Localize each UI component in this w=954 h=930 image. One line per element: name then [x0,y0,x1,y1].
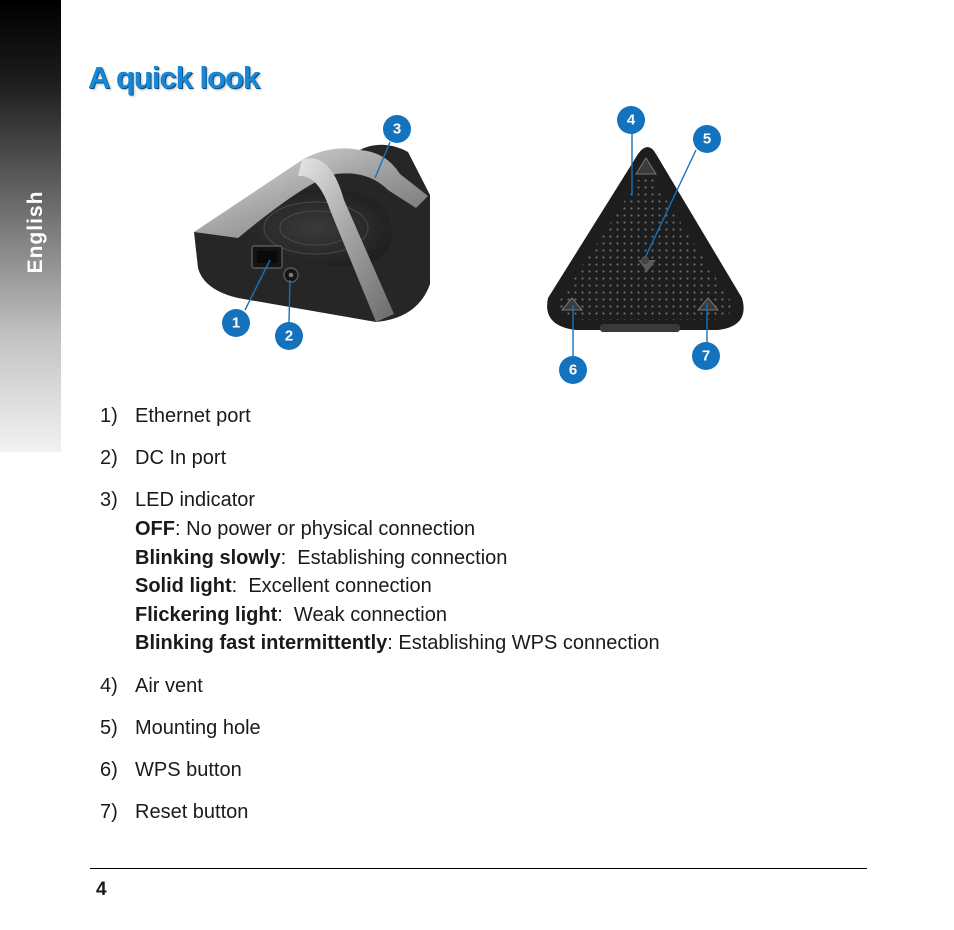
device-illustration [180,100,760,400]
parts-list [100,402,860,840]
side-language-tab [0,0,61,452]
led-state-row [135,572,860,601]
state-term: Solid light [135,575,232,597]
list-item [100,756,860,784]
item-label: DC In port [135,447,227,469]
list-item [100,486,860,658]
svg-text:3: 3 [392,120,402,138]
side-language-label: English [24,190,47,274]
led-state-row [135,544,860,573]
item-number: 6) [100,758,118,781]
state-term: Blinking slowly [135,546,281,569]
list-item [100,672,860,700]
led-state-row [135,629,860,658]
list-item [100,714,860,742]
svg-text:7: 7 [701,347,711,365]
led-state-row [135,601,860,630]
callout-3 [383,115,411,143]
state-sep: : [277,603,294,626]
item-number: 7) [100,800,118,823]
router-bottom-view [547,147,744,332]
state-term: Flickering light [135,603,278,626]
list-item [100,444,860,472]
callout-7 [692,342,720,370]
led-states [135,515,860,658]
callout-4 [617,106,645,134]
list-item [100,402,860,430]
item-label: Mounting hole [135,716,261,739]
list-item [100,798,860,826]
item-number: 1) [100,405,118,427]
router-side-view [194,145,430,322]
callout-5 [693,125,721,153]
item-label: Ethernet port [135,405,251,427]
item-number: 5) [100,716,118,739]
callout-2 [275,322,303,350]
svg-text:5: 5 [702,130,712,148]
page-title: A quick look [88,60,260,95]
state-sep: : [280,546,298,569]
state-desc: No power or physical connection [186,518,476,540]
page-number: 4 [96,879,107,900]
callout-6 [559,356,587,384]
item-label: Reset button [135,800,249,823]
item-label: WPS button [135,758,242,781]
item-label: Air vent [135,674,203,697]
callout-1 [222,309,250,337]
svg-text:1: 1 [231,314,241,332]
state-sep: : [231,575,249,597]
state-sep: : [387,632,399,654]
state-term: Blinking fast intermittently [135,632,388,654]
state-term: OFF [135,518,175,540]
svg-text:2: 2 [284,327,294,345]
footer-divider [90,868,867,869]
state-desc: Establishing connection [297,546,508,569]
state-sep: : [175,518,187,540]
item-number: 2) [100,447,118,469]
item-number: 3) [100,489,118,511]
led-state-row [135,515,860,544]
item-number: 4) [100,674,118,697]
state-desc: Excellent connection [248,575,432,597]
svg-text:4: 4 [626,111,636,129]
svg-text:6: 6 [568,361,578,379]
item-label: LED indicator [135,489,256,511]
state-desc: Weak connection [293,603,447,626]
state-desc: Establishing WPS connection [398,632,660,654]
